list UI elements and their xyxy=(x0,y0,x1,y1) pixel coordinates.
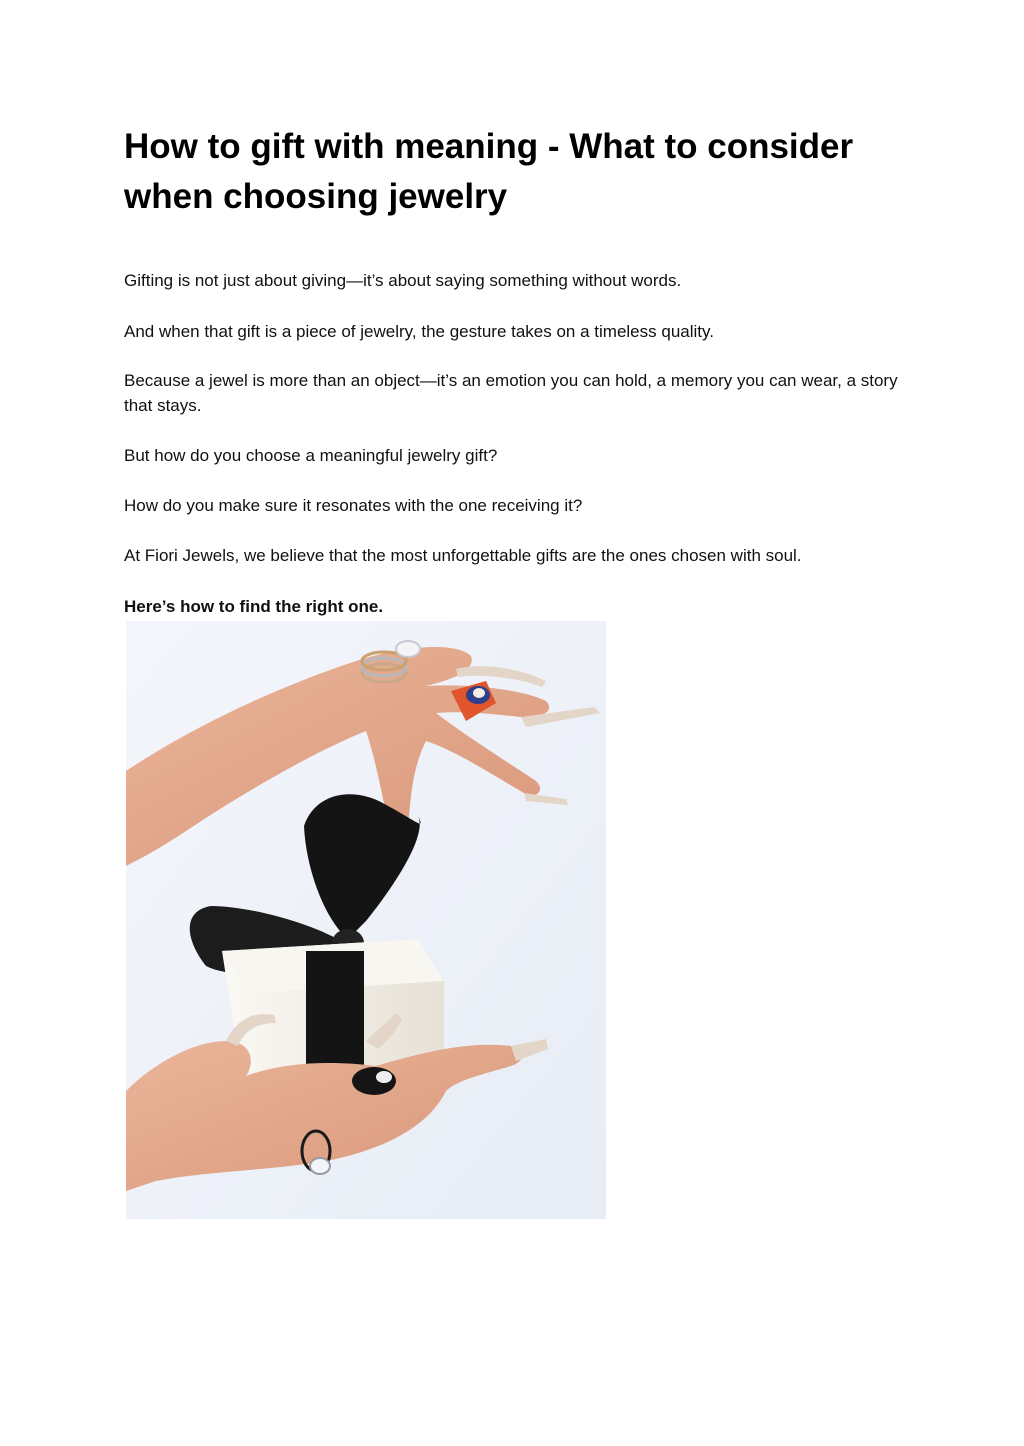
gift-box-photo xyxy=(126,621,606,1219)
paragraph-question-choose: But how do you choose a meaningful jewelry gift? xyxy=(124,446,498,465)
paragraph-intro: Gifting is not just about giving—it’s about saying something without words. xyxy=(124,271,682,290)
article-title: How to gift with meaning - What to consider when choosing jewelry xyxy=(124,127,854,216)
paragraph-question-resonate: How do you make sure it resonates with the one receiving it? xyxy=(124,496,583,515)
black-heart-ring xyxy=(352,1067,396,1095)
paragraph-lead-heading: Here’s how to find the right one. xyxy=(124,597,384,616)
paragraph-emotion: Because a jewel is more than an object—it’s an emotion you can hold, a memory you can wear, a story that stays. xyxy=(124,371,898,415)
paragraph-fiori-belief: At Fiori Jewels, we believe that the most unforgettable gifts are the ones chosen with soul. xyxy=(124,546,802,565)
paragraph-timeless: And when that gift is a piece of jewelry, the gesture takes on a timeless quality. xyxy=(124,322,714,341)
